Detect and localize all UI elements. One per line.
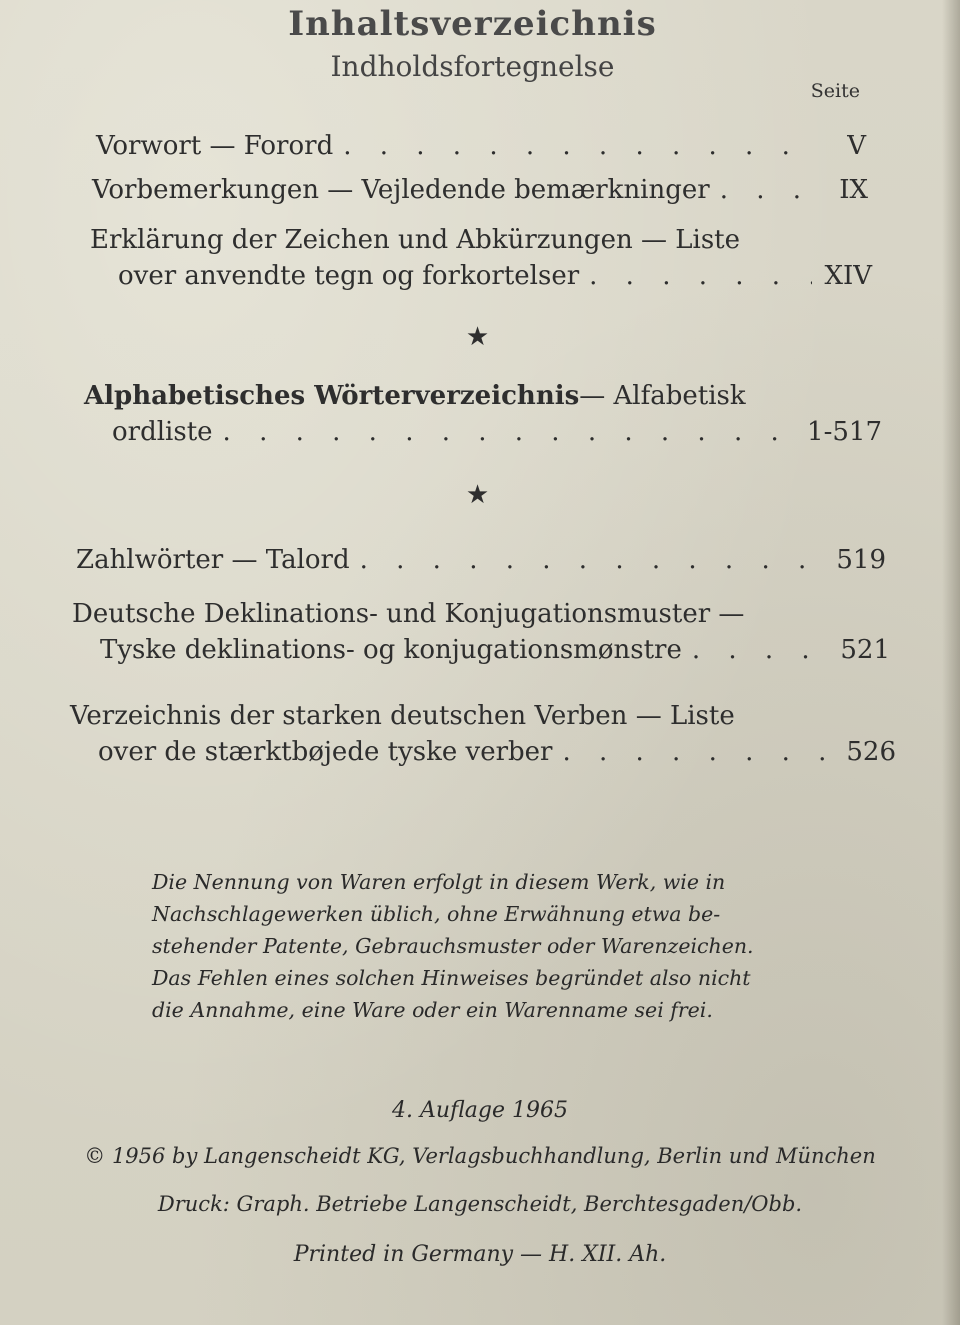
toc-entry-page: 519 (836, 545, 886, 575)
leader-dots (552, 734, 836, 770)
toc-entry-page: 1-517 (807, 417, 882, 447)
page-column-label: Seite (810, 80, 860, 102)
leader-dots (333, 128, 806, 164)
separator-star: ★ (465, 480, 490, 510)
toc-entry-woerterverzeichnis (84, 378, 882, 450)
notice-line: Die Nennung von Waren erfolgt in diesem Werk, wie in (152, 870, 726, 894)
toc-entry-page: 526 (846, 737, 896, 767)
toc-entry-page: V (847, 131, 866, 161)
toc-entry-title: Vorwort — Forord (96, 131, 334, 161)
toc-entry-title-rest: — Alfabetisk (579, 381, 746, 411)
copyright-line: © 1956 by Langenscheidt KG, Verlagsbuchhandlung, Berlin und München (84, 1144, 876, 1168)
toc-entry-title-line1: Verzeichnis der starken deutschen Verben — Liste (70, 701, 735, 731)
toc-entry-page: 521 (840, 635, 890, 665)
toc-entry-page: XIV (824, 261, 872, 291)
leader-dots (710, 172, 808, 208)
leader-dots (579, 258, 812, 294)
toc-entry-vorwort (96, 128, 866, 164)
page-subtitle: Indholdsfortegnelse (330, 50, 615, 83)
trademark-notice (152, 866, 822, 1026)
notice-line: stehender Patente, Gebrauchsmuster oder Warenzeichen. (152, 934, 754, 958)
leader-dots (682, 632, 830, 668)
edition-line: 4. Auflage 1965 (392, 1098, 568, 1123)
toc-entry-title-line1: Erklärung der Zeichen und Abkürzungen — Liste (90, 225, 740, 255)
toc-entry-erklaerung (90, 222, 872, 294)
toc-entry-zahlwoerter (76, 542, 886, 578)
toc-entry-page: IX (839, 175, 868, 205)
separator-star: ★ (465, 322, 490, 352)
toc-entry-title-bold: Alphabetisches Wörterverzeichnis (84, 381, 580, 411)
toc-entry-title-line2: ordliste (112, 417, 213, 447)
notice-line: Nachschlagewerken üblich, ohne Erwähnung etwa be- (152, 902, 721, 926)
printer-line: Druck: Graph. Betriebe Langenscheidt, Berchtesgaden/Obb. (157, 1192, 803, 1216)
toc-entry-title: Vorbemerkungen — Vejledende bemærkninger (92, 175, 710, 205)
toc-entry-starke-verben (70, 698, 896, 770)
toc-entry-title-line2: Tyske deklinations- og konjugationsmønstre (100, 635, 682, 665)
leader-dots (213, 414, 808, 450)
page-title: Inhaltsverzeichnis (288, 4, 657, 44)
printed-in-line: Printed in Germany — H. XII. Ah. (293, 1242, 667, 1267)
toc-entry-title: Zahlwörter — Talord (76, 545, 350, 575)
leader-dots (350, 542, 826, 578)
toc-entry-deklination (72, 596, 890, 668)
toc-entry-title-line1: Deutsche Deklinations- und Konjugationsmuster — (72, 599, 745, 629)
toc-entry-title-line2: over anvendte tegn og forkortelser (118, 261, 580, 291)
toc-entry-title-line2: over de stærktbøjede tyske verber (98, 737, 553, 767)
notice-line: Das Fehlen eines solchen Hinweises begründet also nicht (152, 966, 751, 990)
notice-line: die Annahme, eine Ware oder ein Warenname sei frei. (152, 998, 713, 1022)
page-edge-shadow (942, 0, 960, 1325)
toc-entry-vorbemerkungen (92, 172, 868, 208)
